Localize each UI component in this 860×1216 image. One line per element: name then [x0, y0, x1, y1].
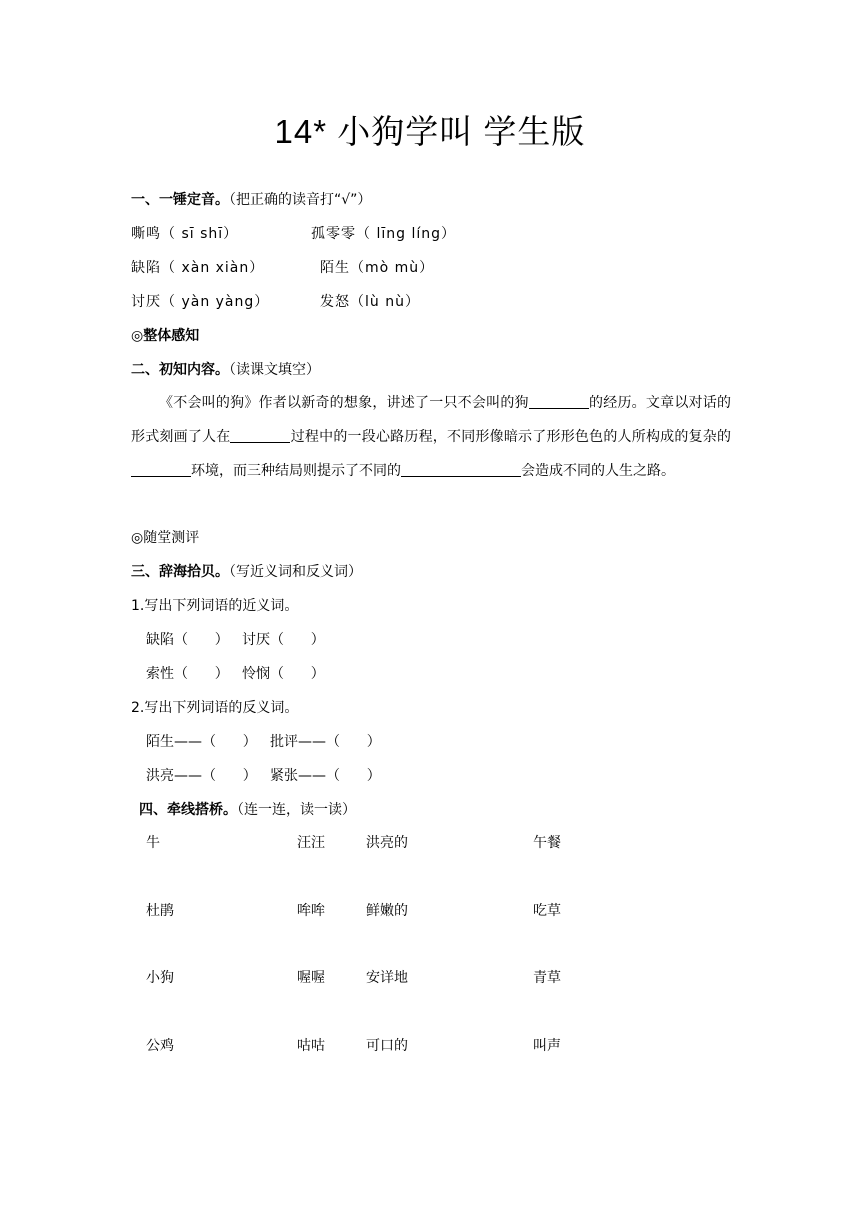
- pinyin-item-taoyan: 讨厌（ yàn yàng）: [131, 294, 270, 310]
- overall-perception-label: ◎整体感知: [131, 328, 200, 344]
- quiz-label: ◎随堂测评: [131, 530, 200, 546]
- pinyin-item-fanu: 发怒（lù nù）: [320, 294, 420, 310]
- page-title: 14* 小狗学叫 学生版: [274, 113, 586, 150]
- section-4-title: 四、牵线搭桥。: [139, 802, 237, 818]
- match-adjective[interactable]: 可口的: [366, 1038, 408, 1054]
- match-sound[interactable]: 汪汪: [297, 835, 325, 851]
- section-2-note: （读课文填空）: [229, 362, 320, 378]
- match-adjective[interactable]: 洪亮的: [366, 835, 408, 851]
- match-sound[interactable]: 哞哞: [297, 903, 325, 919]
- section-4-note: （连一连，读一读）: [237, 802, 356, 818]
- match-animal[interactable]: 公鸡: [146, 1038, 174, 1054]
- pinyin-item-quexian: 缺陷（ xàn xiàn）: [131, 260, 265, 276]
- synonym-row-2: 索性（ ） 怜悯（ ）: [146, 666, 325, 682]
- section-1-title: 一、一锤定音。: [131, 192, 229, 208]
- paragraph-text-2: 的经历。文章以对话的形式刻画了人在: [131, 395, 732, 445]
- section-3-title: 三、辞海拾贝。: [131, 564, 229, 580]
- antonym-row-1: 陌生——（ ） 批评——（ ）: [146, 734, 381, 750]
- section-1-heading: [131, 190, 371, 210]
- blank-3[interactable]: [131, 460, 191, 477]
- match-adjective[interactable]: 安详地: [366, 970, 408, 986]
- match-animal[interactable]: 牛: [146, 835, 160, 851]
- antonym-question: 2.写出下列词语的反义词。: [131, 700, 299, 716]
- section-4-heading: [139, 800, 356, 820]
- synonym-question: 1.写出下列词语的近义词。: [131, 598, 299, 614]
- blank-4[interactable]: [401, 460, 521, 477]
- synonym-row-1: 缺陷（ ） 讨厌（ ）: [146, 632, 325, 648]
- section-2-title: 二、初知内容。: [131, 362, 229, 378]
- blank-2[interactable]: [230, 426, 290, 443]
- match-noun[interactable]: 吃草: [533, 903, 561, 919]
- section-1-note: （把正确的读音打“√”）: [229, 192, 372, 208]
- paragraph-text-3: 过程中的一段心路历程，不同形像暗示了形形色色的人所构成的复杂的: [290, 429, 732, 445]
- antonym-row-2: 洪亮——（ ） 紧张——（ ）: [146, 768, 381, 784]
- pinyin-item-gulingling: 孤零零（ līng líng）: [311, 226, 456, 242]
- paragraph-text-5: 会造成不同的人生之路。: [521, 463, 675, 479]
- match-noun[interactable]: 午餐: [533, 835, 561, 851]
- pinyin-item-mosheng: 陌生（mò mù）: [320, 260, 435, 276]
- fill-in-paragraph: [131, 386, 731, 488]
- match-noun[interactable]: 叫声: [533, 1038, 561, 1054]
- blank-1[interactable]: [529, 392, 589, 409]
- match-noun[interactable]: 青草: [533, 970, 561, 986]
- section-2-heading: [131, 360, 320, 380]
- paragraph-text-4: 环境，而三种结局则提示了不同的: [191, 463, 401, 479]
- pinyin-item-siming: 嘶鸣（ sī shī）: [131, 226, 239, 242]
- match-sound[interactable]: 咕咕: [297, 1038, 325, 1054]
- match-sound[interactable]: 喔喔: [297, 970, 325, 986]
- section-3-heading: [131, 562, 362, 582]
- section-3-note: （写近义词和反义词）: [229, 564, 362, 580]
- paragraph-text-1: 《不会叫的狗》作者以新奇的想象，讲述了一只不会叫的狗: [159, 395, 529, 411]
- match-animal[interactable]: 杜鹃: [146, 903, 174, 919]
- match-animal[interactable]: 小狗: [146, 970, 174, 986]
- match-adjective[interactable]: 鲜嫩的: [366, 903, 408, 919]
